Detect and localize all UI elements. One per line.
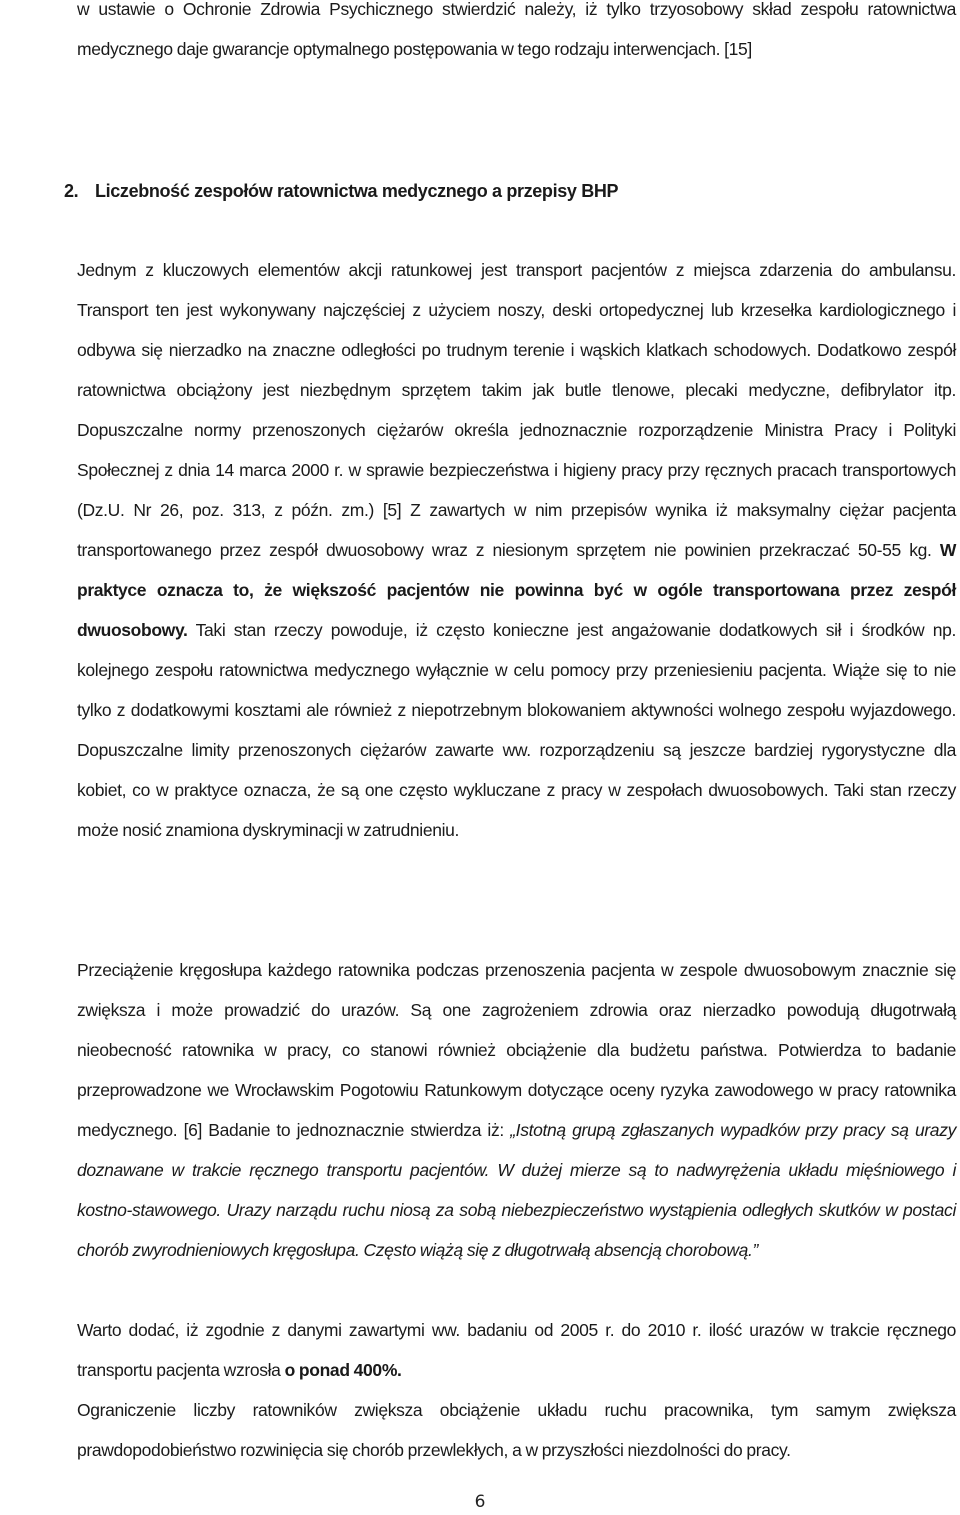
main-text-part2: Taki stan rzeczy powoduje, iż często konieczne jest angażowanie dodatkowych sił i środków np. kolejnego zespołu ratownictwa medycznego wyłącznie w celu pomocy przy przeniesieniu pacjenta. Wiąże się to nie tylko z dodatkowymi kosztami ale również z niepotrzebnym blokowaniem aktywności wolnego zespołu wyjazdowego. Dopuszczalne limity przenoszonych ciężarów zawarte ww. rozporządzeniu są jeszcze bardziej rygorystyczne dla kobiet, co w praktyce oznacza, że są one często wykluczane z pracy w zespołach dwuosobowych. Taki stan rzeczy może nosić znamiona dyskryminacji w zatrudnieniu. bbox=[77, 620, 956, 840]
third-text-bold: o ponad 400%. bbox=[284, 1360, 402, 1380]
intro-text: w ustawie o Ochronie Zdrowia Psychicznego stwierdzić należy, iż tylko trzyosobowy skład zespołu ratownictwa medycznego daje gwarancje optymalnego postępowania w tego rodzaju interwencjach. [15] bbox=[77, 0, 956, 59]
quote-text: „Istotną grupą zgłaszanych wypadków przy pracy są urazy doznawane w trakcie ręcznego transportu pacjentów. W dużej mierze są to nadwyrężenia układu mięśniowego i kostno-stawowego. Urazy narządu ruchu niosą za sobą niebezpieczeństwo wystąpienia odległych skutków w postaci chorób zwyrodnieniowych kręgosłupa. Często wiążą się z długotrwałą absencją chorobową.” bbox=[77, 1120, 956, 1260]
second-paragraph bbox=[77, 950, 956, 1270]
section-number: 2. bbox=[64, 181, 79, 201]
fourth-paragraph bbox=[77, 1390, 956, 1470]
third-paragraph bbox=[77, 1310, 956, 1390]
second-text-part1: Przeciążenie kręgosłupa każdego ratownika podczas przenoszenia pacjenta w zespole dwuosobowym znacznie się zwiększa i może prowadzić do urazów. Są one zagrożeniem zdrowia oraz nierzadko powodują długotrwałą nieobecność ratownika w pracy, co stanowi również obciążenie dla budżetu państwa. Potwierdza to badanie przeprowadzone we Wrocławskim Pogotowiu Ratunkowym dotyczące oceny ryzyka zawodowego w pracy ratownika medycznego. [6] Badanie to jednoznacznie stwierdza iż: bbox=[77, 960, 956, 1140]
fourth-text: Ograniczenie liczby ratowników zwiększa obciążenie układu ruchu pracownika, tym samym zwiększa prawdopodobieństwo rozwinięcia się chorób przewlekłych, a w przyszłości niezdolności do pracy. bbox=[77, 1400, 956, 1460]
third-text-part1: Warto dodać, iż zgodnie z danymi zawartymi ww. badaniu od 2005 r. do 2010 r. ilość urazów w trakcie ręcznego transportu pacjenta wzrosła bbox=[77, 1320, 956, 1380]
section-title: Liczebność zespołów ratownictwa medycznego a przepisy BHP bbox=[94, 181, 619, 201]
main-text-part1: Jednym z kluczowych elementów akcji ratunkowej jest transport pacjentów z miejsca zdarzenia do ambulansu. Transport ten jest wykonywany najczęściej z użyciem noszy, deski ortopedycznej lub krzesełka kardiologicznego i odbywa się nierzadko na znaczne odległości po trudnym terenie i wąskich klatkach schodowych. Dodatkowo zespół ratownictwa obciążony jest niezbędnym sprzętem takim jak butle tlenowe, plecaki medyczne, defibrylator itp. Dopuszczalne normy przenoszonych ciężarów określa jednoznacznie rozporządzenie Ministra Pracy i Polityki Społecznej z dnia 14 marca 2000 r. w sprawie bezpieczeństwa i higieny pracy przy ręcznych pracach transportowych (Dz.U. Nr 26, poz. 313, z późn. zm.) [5] Z zawartych w nim przepisów wynika iż maksymalny ciężar pacjenta transportowanego przez zespół dwuosobowy wraz z niesionym sprzętem nie powinien przekraczać 50-55 kg. bbox=[77, 260, 956, 560]
page-number: 6 bbox=[474, 1492, 486, 1512]
section-heading bbox=[64, 171, 618, 211]
main-paragraph bbox=[77, 250, 956, 850]
intro-paragraph bbox=[77, 0, 956, 69]
main-text-bold: W praktyce oznacza to, że większość pacjentów nie powinna być w ogóle transportowana przez zespół dwuosobowy. bbox=[77, 540, 956, 640]
